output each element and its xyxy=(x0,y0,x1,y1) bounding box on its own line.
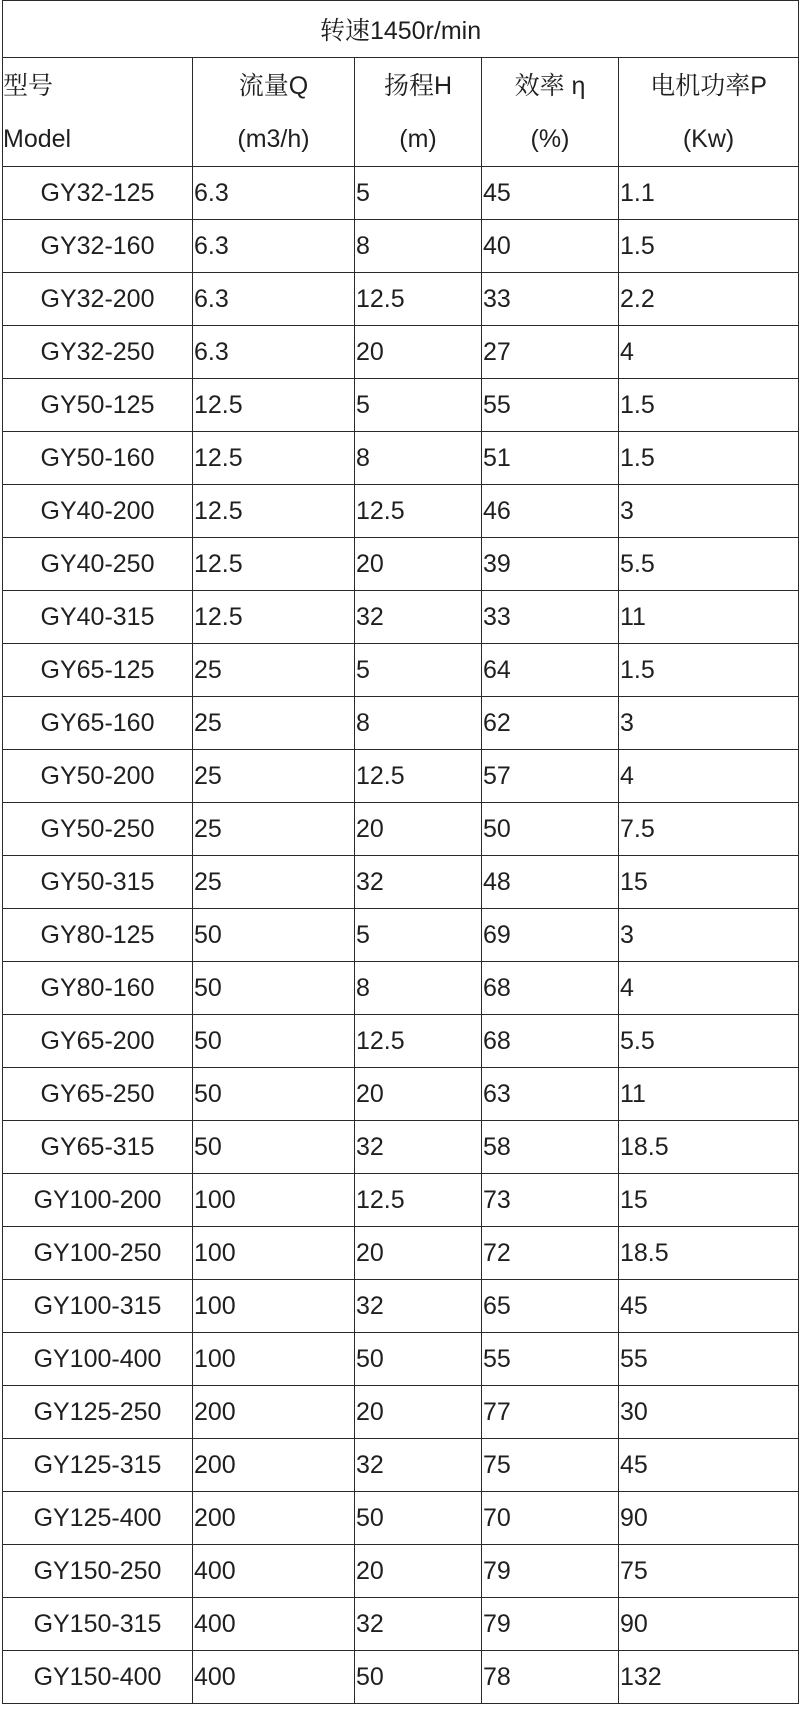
table-row xyxy=(3,1227,799,1280)
header-head-cn: 扬程H xyxy=(383,72,453,100)
cell-model: GY150-400 xyxy=(3,1651,193,1704)
cell-flow: 25 xyxy=(193,803,355,856)
table-row xyxy=(3,1015,799,1068)
cell-model: GY65-160 xyxy=(3,697,193,750)
cell-model: GY32-125 xyxy=(3,167,193,220)
cell-efficiency: 57 xyxy=(482,750,619,803)
table-row xyxy=(3,326,799,379)
cell-efficiency: 79 xyxy=(482,1598,619,1651)
cell-motor-power: 11 xyxy=(619,591,799,644)
cell-model: GY100-250 xyxy=(3,1227,193,1280)
cell-model: GY100-400 xyxy=(3,1333,193,1386)
cell-motor-power: 18.5 xyxy=(619,1121,799,1174)
cell-head: 8 xyxy=(355,220,482,273)
cell-efficiency: 73 xyxy=(482,1174,619,1227)
cell-efficiency: 68 xyxy=(482,1015,619,1068)
table-row xyxy=(3,485,799,538)
cell-flow: 6.3 xyxy=(193,220,355,273)
cell-motor-power: 30 xyxy=(619,1386,799,1439)
cell-motor-power: 3 xyxy=(619,909,799,962)
cell-head: 12.5 xyxy=(355,1015,482,1068)
cell-model: GY50-160 xyxy=(3,432,193,485)
cell-model: GY40-200 xyxy=(3,485,193,538)
cell-efficiency: 68 xyxy=(482,962,619,1015)
cell-efficiency: 63 xyxy=(482,1068,619,1121)
cell-model: GY100-315 xyxy=(3,1280,193,1333)
cell-flow: 100 xyxy=(193,1280,355,1333)
table-row xyxy=(3,1333,799,1386)
cell-motor-power: 1.5 xyxy=(619,220,799,273)
cell-head: 50 xyxy=(355,1333,482,1386)
cell-flow: 6.3 xyxy=(193,326,355,379)
cell-head: 32 xyxy=(355,1121,482,1174)
cell-motor-power: 75 xyxy=(619,1545,799,1598)
table-row xyxy=(3,591,799,644)
header-flow-cn: 流量Q xyxy=(238,72,309,100)
cell-motor-power: 4 xyxy=(619,326,799,379)
table-row xyxy=(3,1174,799,1227)
header-efficiency-cn: 效率 η xyxy=(514,72,586,100)
cell-head: 5 xyxy=(355,644,482,697)
cell-efficiency: 39 xyxy=(482,538,619,591)
cell-flow: 6.3 xyxy=(193,273,355,326)
cell-flow: 200 xyxy=(193,1386,355,1439)
table-row xyxy=(3,909,799,962)
cell-model: GY150-315 xyxy=(3,1598,193,1651)
header-motor-power-cn: 电机功率P xyxy=(650,72,767,100)
cell-flow: 12.5 xyxy=(193,538,355,591)
table-row xyxy=(3,1651,799,1704)
cell-efficiency: 62 xyxy=(482,697,619,750)
cell-motor-power: 1.5 xyxy=(619,379,799,432)
table-row xyxy=(3,379,799,432)
cell-motor-power: 4 xyxy=(619,750,799,803)
cell-motor-power: 15 xyxy=(619,856,799,909)
cell-model: GY40-250 xyxy=(3,538,193,591)
cell-head: 20 xyxy=(355,1227,482,1280)
cell-head: 20 xyxy=(355,803,482,856)
cell-model: GY65-125 xyxy=(3,644,193,697)
header-motor-power-en: (Kw) xyxy=(682,125,735,153)
header-model-en: Model xyxy=(3,125,72,153)
table-row xyxy=(3,856,799,909)
cell-head: 32 xyxy=(355,1598,482,1651)
cell-efficiency: 58 xyxy=(482,1121,619,1174)
cell-head: 8 xyxy=(355,432,482,485)
cell-motor-power: 55 xyxy=(619,1333,799,1386)
cell-efficiency: 45 xyxy=(482,167,619,220)
table-row xyxy=(3,1068,799,1121)
cell-motor-power: 3 xyxy=(619,485,799,538)
cell-efficiency: 51 xyxy=(482,432,619,485)
cell-motor-power: 4 xyxy=(619,962,799,1015)
cell-model: GY65-315 xyxy=(3,1121,193,1174)
cell-motor-power: 2.2 xyxy=(619,273,799,326)
cell-flow: 25 xyxy=(193,644,355,697)
header-head xyxy=(355,58,482,167)
cell-efficiency: 72 xyxy=(482,1227,619,1280)
table-row xyxy=(3,167,799,220)
cell-model: GY80-125 xyxy=(3,909,193,962)
table-row xyxy=(3,1545,799,1598)
cell-flow: 200 xyxy=(193,1492,355,1545)
cell-model: GY80-160 xyxy=(3,962,193,1015)
cell-motor-power: 45 xyxy=(619,1439,799,1492)
table-row xyxy=(3,750,799,803)
cell-flow: 12.5 xyxy=(193,432,355,485)
cell-motor-power: 1.5 xyxy=(619,644,799,697)
cell-head: 12.5 xyxy=(355,273,482,326)
header-model-cn: 型号 xyxy=(3,72,54,100)
cell-head: 12.5 xyxy=(355,750,482,803)
cell-model: GY50-315 xyxy=(3,856,193,909)
cell-head: 32 xyxy=(355,1280,482,1333)
table-row xyxy=(3,803,799,856)
cell-model: GY65-200 xyxy=(3,1015,193,1068)
table-row xyxy=(3,1280,799,1333)
table-row xyxy=(3,644,799,697)
cell-efficiency: 75 xyxy=(482,1439,619,1492)
cell-motor-power: 1.1 xyxy=(619,167,799,220)
cell-motor-power: 7.5 xyxy=(619,803,799,856)
cell-head: 50 xyxy=(355,1651,482,1704)
table-row xyxy=(3,1492,799,1545)
cell-model: GY32-250 xyxy=(3,326,193,379)
cell-model: GY32-200 xyxy=(3,273,193,326)
table-row xyxy=(3,1598,799,1651)
cell-motor-power: 1.5 xyxy=(619,432,799,485)
cell-motor-power: 90 xyxy=(619,1598,799,1651)
cell-efficiency: 79 xyxy=(482,1545,619,1598)
cell-model: GY50-200 xyxy=(3,750,193,803)
cell-head: 32 xyxy=(355,1439,482,1492)
table-row xyxy=(3,432,799,485)
cell-model: GY50-250 xyxy=(3,803,193,856)
cell-efficiency: 33 xyxy=(482,591,619,644)
header-row xyxy=(3,58,799,167)
cell-motor-power: 90 xyxy=(619,1492,799,1545)
cell-flow: 12.5 xyxy=(193,485,355,538)
cell-efficiency: 48 xyxy=(482,856,619,909)
cell-flow: 100 xyxy=(193,1227,355,1280)
table-row xyxy=(3,1439,799,1492)
cell-motor-power: 15 xyxy=(619,1174,799,1227)
cell-head: 20 xyxy=(355,538,482,591)
table-row xyxy=(3,220,799,273)
cell-efficiency: 69 xyxy=(482,909,619,962)
cell-efficiency: 27 xyxy=(482,326,619,379)
cell-head: 5 xyxy=(355,909,482,962)
table-row xyxy=(3,697,799,750)
table-title: 转速1450r/min xyxy=(3,1,799,58)
table-row xyxy=(3,538,799,591)
cell-model: GY125-250 xyxy=(3,1386,193,1439)
cell-head: 8 xyxy=(355,697,482,750)
cell-flow: 50 xyxy=(193,909,355,962)
cell-flow: 400 xyxy=(193,1651,355,1704)
cell-head: 12.5 xyxy=(355,1174,482,1227)
cell-model: GY50-125 xyxy=(3,379,193,432)
cell-head: 20 xyxy=(355,326,482,379)
cell-flow: 25 xyxy=(193,697,355,750)
cell-model: GY100-200 xyxy=(3,1174,193,1227)
cell-flow: 6.3 xyxy=(193,167,355,220)
cell-flow: 100 xyxy=(193,1174,355,1227)
header-model xyxy=(3,58,193,167)
spec-table-container xyxy=(2,0,798,1704)
table-row xyxy=(3,1121,799,1174)
cell-head: 20 xyxy=(355,1068,482,1121)
cell-model: GY150-250 xyxy=(3,1545,193,1598)
cell-motor-power: 132 xyxy=(619,1651,799,1704)
table-body xyxy=(3,167,799,1704)
cell-model: GY125-400 xyxy=(3,1492,193,1545)
cell-efficiency: 46 xyxy=(482,485,619,538)
cell-flow: 50 xyxy=(193,1068,355,1121)
header-flow-en: (m3/h) xyxy=(237,125,310,153)
cell-efficiency: 50 xyxy=(482,803,619,856)
cell-efficiency: 70 xyxy=(482,1492,619,1545)
cell-motor-power: 45 xyxy=(619,1280,799,1333)
cell-efficiency: 78 xyxy=(482,1651,619,1704)
cell-efficiency: 33 xyxy=(482,273,619,326)
table-row xyxy=(3,962,799,1015)
header-efficiency xyxy=(482,58,619,167)
cell-flow: 12.5 xyxy=(193,591,355,644)
cell-model: GY40-315 xyxy=(3,591,193,644)
cell-flow: 400 xyxy=(193,1545,355,1598)
header-efficiency-en: (%) xyxy=(530,125,570,153)
cell-model: GY65-250 xyxy=(3,1068,193,1121)
cell-head: 5 xyxy=(355,167,482,220)
cell-flow: 50 xyxy=(193,962,355,1015)
cell-efficiency: 40 xyxy=(482,220,619,273)
cell-motor-power: 5.5 xyxy=(619,538,799,591)
cell-head: 12.5 xyxy=(355,485,482,538)
cell-model: GY32-160 xyxy=(3,220,193,273)
header-flow xyxy=(193,58,355,167)
cell-efficiency: 55 xyxy=(482,1333,619,1386)
table-row xyxy=(3,1386,799,1439)
pump-spec-table xyxy=(2,0,799,1704)
header-motor-power xyxy=(619,58,799,167)
cell-head: 5 xyxy=(355,379,482,432)
cell-motor-power: 5.5 xyxy=(619,1015,799,1068)
cell-efficiency: 64 xyxy=(482,644,619,697)
cell-motor-power: 3 xyxy=(619,697,799,750)
cell-head: 32 xyxy=(355,856,482,909)
cell-efficiency: 77 xyxy=(482,1386,619,1439)
table-row xyxy=(3,273,799,326)
cell-head: 8 xyxy=(355,962,482,1015)
title-row xyxy=(3,1,799,58)
cell-efficiency: 65 xyxy=(482,1280,619,1333)
cell-efficiency: 55 xyxy=(482,379,619,432)
cell-head: 32 xyxy=(355,591,482,644)
cell-flow: 25 xyxy=(193,750,355,803)
cell-motor-power: 18.5 xyxy=(619,1227,799,1280)
cell-head: 20 xyxy=(355,1545,482,1598)
cell-flow: 12.5 xyxy=(193,379,355,432)
cell-head: 50 xyxy=(355,1492,482,1545)
cell-head: 20 xyxy=(355,1386,482,1439)
cell-flow: 50 xyxy=(193,1121,355,1174)
cell-motor-power: 11 xyxy=(619,1068,799,1121)
cell-model: GY125-315 xyxy=(3,1439,193,1492)
cell-flow: 50 xyxy=(193,1015,355,1068)
cell-flow: 200 xyxy=(193,1439,355,1492)
cell-flow: 25 xyxy=(193,856,355,909)
cell-flow: 400 xyxy=(193,1598,355,1651)
header-head-en: (m) xyxy=(399,125,437,153)
cell-flow: 100 xyxy=(193,1333,355,1386)
